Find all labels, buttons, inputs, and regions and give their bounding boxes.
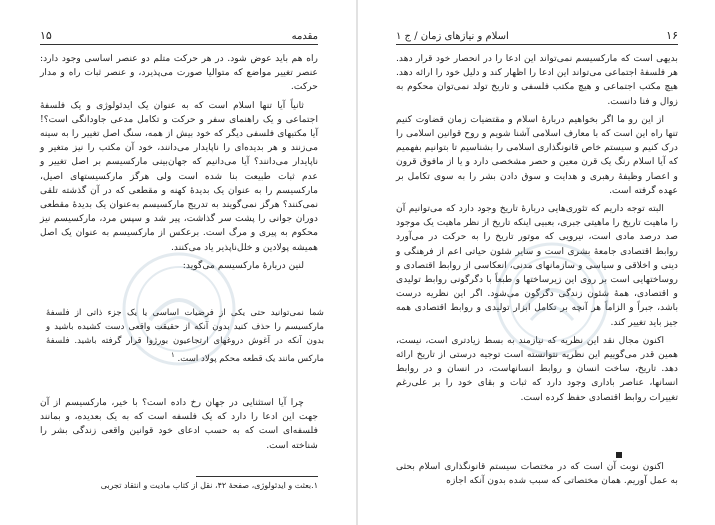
right-page [358, 0, 715, 525]
right-paragraph-4: اکنون مجال نقد این نظریه که نیازمند به بسط زیادتری است، نیست، همین قدر می‌گوییم این نظریه نتوانسته است توجیه درستی از تاریخ ارائه دهد. تاریخ، ساخت انسان و روابط انسانهاست، در انسان و در روابط انسانها، عناصر باداری وجود دارد که ثبات و بقای خود را بر علی‌رغم تغییرات روابط اقتصادی حفظ کرده است. [396, 334, 678, 403]
right-page-header-title: اسلام و نیازهای زمان / ج ۱ [396, 31, 509, 42]
left-page-body [40, 52, 318, 277]
right-final-paragraph: اکنون نوبت آن است که در مختصات سیستم قانونگذاری اسلام بحثی به عمل آوریم. همان مختصاتی که سبب شده بدون آنکه اجازه [396, 461, 678, 487]
right-paragraph-2: از این رو ما اگر بخواهیم دربارهٔ اسلام و مقتضیات زمان قضاوت کنیم تنها راه این است که با معارف اسلامی آشنا شویم و روح قوانین اسلامی را درک کنیم و سیستم خاص قانونگذاری اسلامی را بشناسیم تا بتوانیم بفهمیم که آیا اسلام رنگ یک قرن معین و حصر مشخصی دارد و یا از مافوق قرون و اعصار وظیفهٔ رهبری و هدایت و سوق دادن بشر را به سوی تکامل بر عهده گرفته است. [396, 113, 678, 196]
footnote-divider [196, 476, 318, 477]
right-page-number: ۱۶ [666, 29, 678, 42]
right-paragraph-1: بدیهی است که مارکسیسم نمی‌تواند این ادعا را در انحصار خود قرار دهد. هر فلسفهٔ اجتماعی می‌تواند این ادعا را اظهار کند و دلیل خود را ارائه دهد. هیچ مکتب اجتماعی و هیچ مکتب فلسفی و تاریخ تولد نمی‌توان محکوم به زوال و فنا دانست. [396, 53, 678, 107]
left-page [0, 0, 357, 525]
section-break-mark [616, 452, 622, 458]
left-page-header [40, 30, 318, 45]
right-page-final [396, 460, 678, 492]
left-page-number: ۱۵ [40, 29, 52, 42]
left-closing-paragraph: چرا آیا استثنایی در جهان رخ داده است؟ با خیر، مارکسیسم از آن جهت این ادعا را دارد که یک فلسفه است که به یک بعدیده، و بمانند فلسفه‌ای است که به حسب ادعای خود قوانین واقعی زندگی بشر را شناخته است. [40, 397, 318, 451]
publisher-seal-watermark-right [493, 240, 611, 358]
left-page-closing [40, 396, 318, 457]
left-page-footnote: ۱.بعثت و ایدئولوژی، صفحهٔ ۴۲، نقل از کتاب مادیت و انتقاد تجربی [100, 481, 318, 490]
left-page-header-title: مقدمه [291, 31, 318, 42]
lenin-quote-text: شما نمی‌توانید حتی یکی از فرضیات اساسی یا یک جزء ذاتی از فلسفهٔ مارکسیسم را حذف کنید بدون آنکه از حقیقت واقعی دست کشیده باشید و بدون آنکه در آغوش دروغهای ارتجاعیون بورژوا قرار گرفته باشید. فلسفهٔ مارکس مانند یک قطعه محکم پولاد است. [46, 308, 324, 364]
right-page-header [396, 30, 678, 45]
right-paragraph-3: البته توجه داریم که تئوری‌هایی دربارهٔ تاریخ وجود دارد که می‌توانیم آن را ماهیت تاریخ را ماهیتی جبری، بعبیی اینکه تاریخ از نظر ماهیت یک موجود صد درصد مادی است، نیرویی که موتور تاریخ را به حرکت در می‌آورد روابط اقتصادی جامعهٔ بشری است و سایر شئون حیاتی اعم از فرهنگی و دینی و اخلاقی و سیاسی و سازمانهای مدنی، انعکاسی از روابط اقتصادی و روساختهایی است بر روی این زیرساختها و طبعاً با دگرگونی روابط تولیدی و اقتصادی، همهٔ شئون زندگی دگرگون می‌شود. اگر این نظریه درست باشد، جبراً و الزاماً هر آنچه بر تکامل ابزار تولیدی و روابط اقتصادی همه جیز باید تغییر کند. [396, 203, 678, 328]
left-page-quote [40, 306, 330, 366]
left-paragraph-3: لنین دربارهٔ مارکسیسم می‌گوید: [182, 259, 304, 271]
quote-footnote-marker: ۱ [170, 350, 175, 359]
left-paragraph-2: ثانیاً آیا تنها اسلام است که به عنوان یک ایدئولوژی و یک فلسفهٔ اجتماعی و یک راهنمای سفر و حرکت و تکامل مدعی جاودانگی است؟! آیا مکتبهای فلسفی دیگر که خود بیش از همه، سنگ اصل تغییر را به سینه می‌زنند و هر بدیده‌ای را ناپایدار می‌دانند، خود آن مکتب را نیز متغیر و ناپایدار می‌دانند؟ آیا می‌دانیم که جهان‌بینی مارکسیسم بر اصل تغییر و عدم ثبات طبیعت بنا شده است ولی هرگز مارکسیستهای اصیل، مارکسیسم را به عنوان یک بدیدهٔ کهنه و مقطعی که در آن گذشته تلقی نمی‌کنند؟ هرگز نمی‌گویند به تدریج مارکسیسم به‌عنوان یک بدیدهٔ مقطعی دوران جوانی را پشت سر گذاشت، پیر شد و سپس مرد، مارکسیسم نیز محکوم به پیری و مرگ است. برعکس از مارکسیسم به عنوان یک اصل همیشه پولادین و خلل‌ناپذیر یاد می‌کنند. [40, 99, 318, 253]
left-paragraph-1: راه هم باید عوض شود. در هر حرکت متلم دو عنصر اساسی وجود دارد: عنصر تغییر مواضع که متوالیا صورت می‌پذیرد، و عنصر ثبات راه و مدار حرکت. [40, 53, 318, 93]
